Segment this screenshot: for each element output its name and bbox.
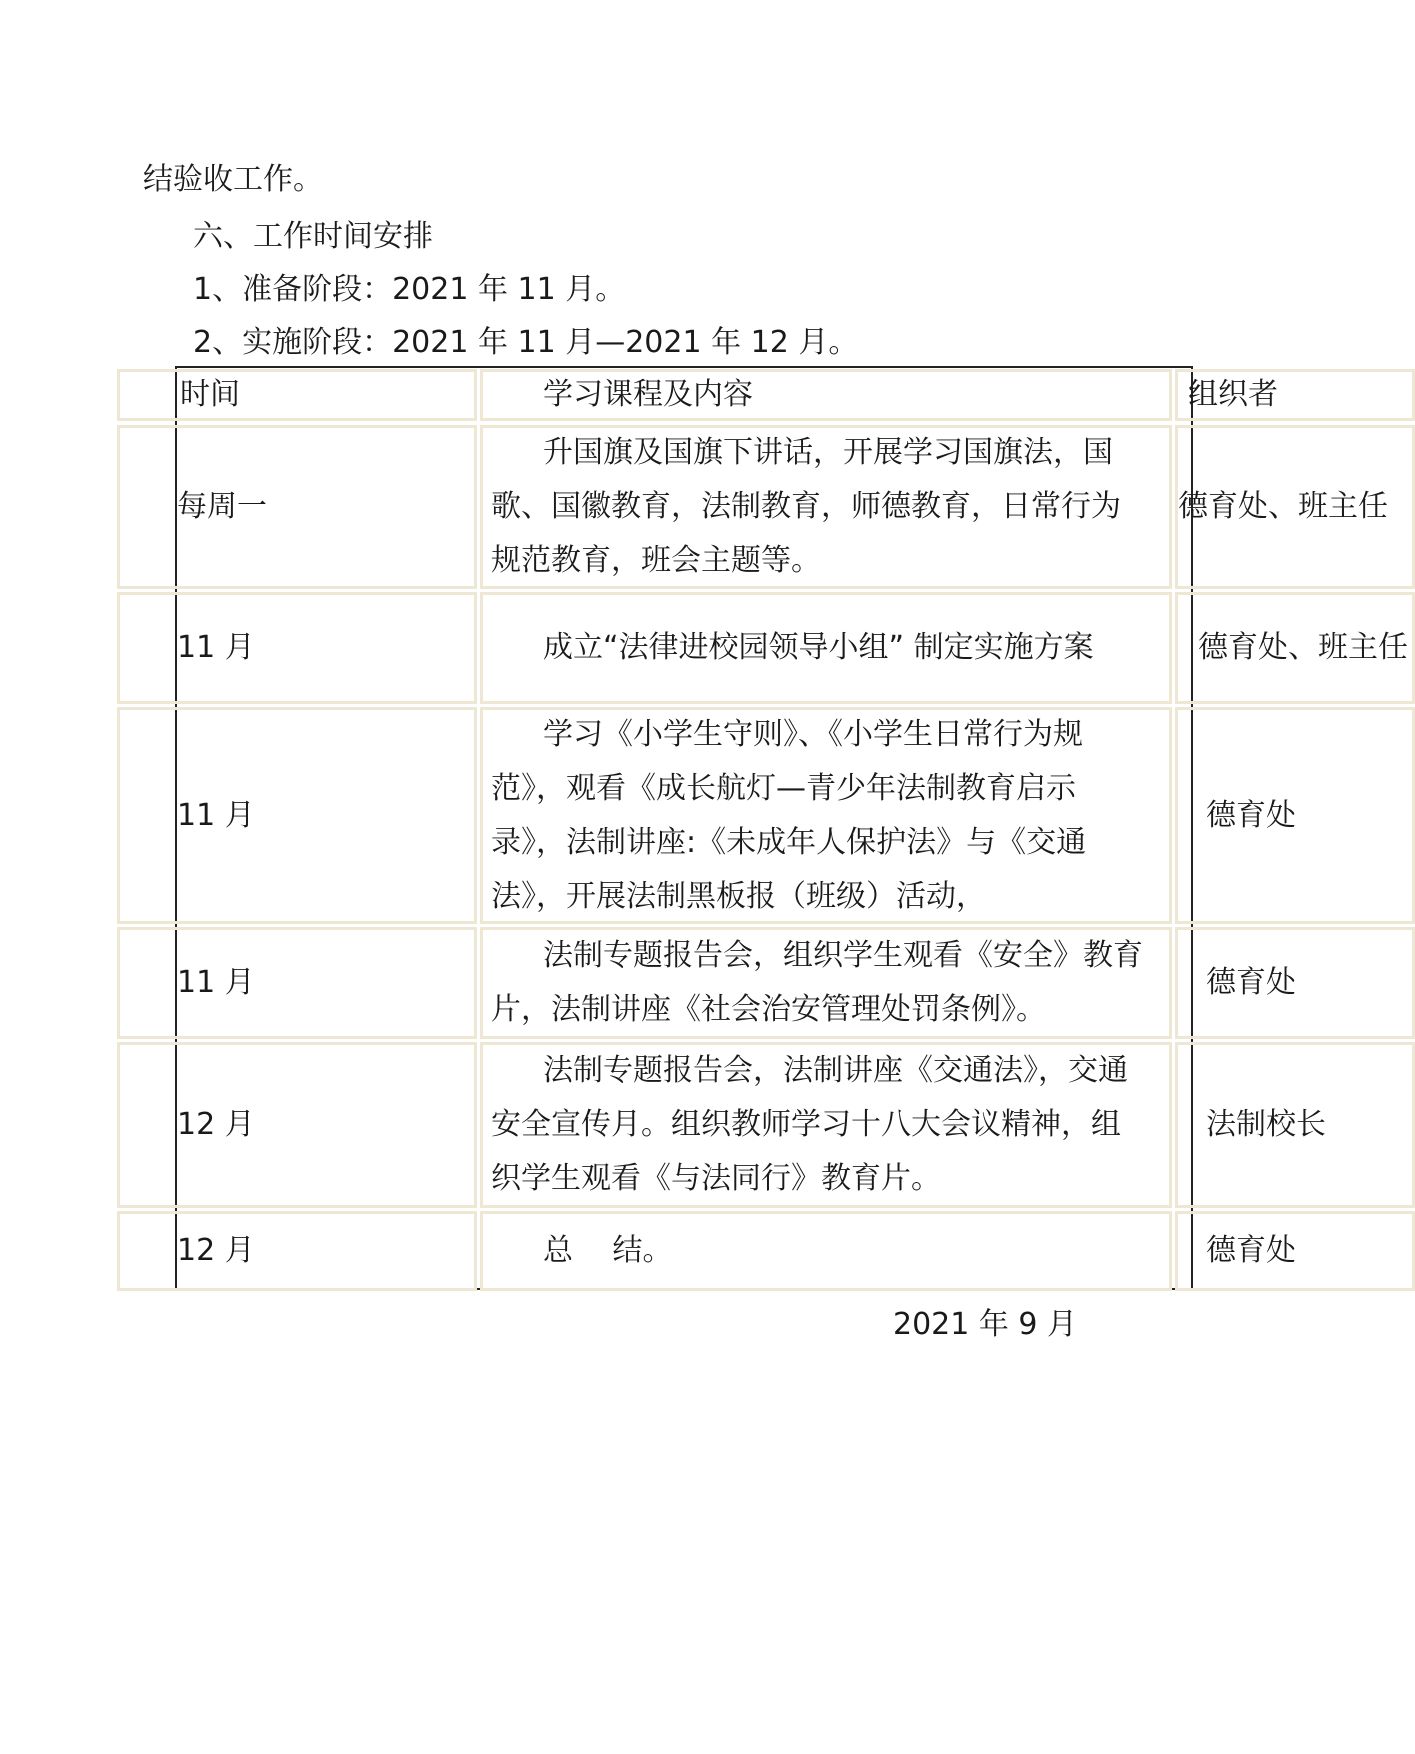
content-text: 成立“法律进校园领导小组” 制定实施方案 (543, 630, 1094, 665)
organizer-text: 德育处 (1206, 965, 1296, 1000)
section-heading: 六、工作时间安排 (193, 219, 433, 254)
content-text: 法制专题报告会，法制讲座《交通法》，交通安全宣传月。组织教师学习十八大会议精神，组织学生观看《与法同行》教育片。 (491, 1053, 1128, 1196)
table-row-content (480, 425, 1172, 589)
organizer-text: 德育处、班主任 (1178, 489, 1388, 524)
table-row-organizer (1175, 425, 1415, 589)
table-row-content (480, 1211, 1172, 1291)
content-text: 学习《小学生守则》、《小学生日常行为规范》，观看《成长航灯—青少年法制教育启示录》，法制讲座:《未成年人保护法》与《交通法》，开展法制黑板报（班级）活动， (491, 716, 1087, 914)
paragraph-line: 结验收工作。 (143, 162, 323, 197)
table-row-time (117, 707, 477, 924)
table-row-time (117, 1211, 477, 1291)
implementation-stage-line: 2、实施阶段：2021 年 11 月—2021 年 12 月。 (193, 325, 859, 360)
content-text: 总 结。 (543, 1233, 673, 1268)
organizer-text: 德育处、班主任 (1198, 630, 1408, 665)
table-row-time (117, 1042, 477, 1208)
header-organizer: 组织者 (1188, 377, 1278, 412)
time-text: 12 月 (177, 1107, 255, 1142)
organizer-text: 德育处 (1206, 1233, 1296, 1268)
time-text: 每周一 (177, 489, 267, 524)
table-row-organizer (1175, 1042, 1415, 1208)
time-text: 11 月 (177, 965, 255, 1000)
header-content: 学习课程及内容 (543, 377, 753, 412)
table-row-time (117, 927, 477, 1039)
table-row-time (117, 425, 477, 589)
time-text: 12 月 (177, 1233, 255, 1268)
organizer-text: 德育处 (1206, 797, 1296, 833)
table-row-content (480, 1042, 1172, 1208)
content-text: 升国旗及国旗下讲话，开展学习国旗法，国歌、国徽教育，法制教育，师德教育，日常行为规范教育，班会主题等。 (491, 435, 1121, 578)
table-row-organizer (1175, 1211, 1415, 1291)
schedule-table (175, 366, 1408, 1290)
organizer-text: 法制校长 (1206, 1107, 1326, 1142)
time-text: 11 月 (177, 630, 255, 665)
table-row-organizer (1175, 592, 1415, 704)
table-row-content (480, 707, 1172, 924)
table-row-content (480, 927, 1172, 1039)
table-row-time (117, 592, 477, 704)
header-time: 时间 (180, 377, 240, 412)
table-row-organizer (1175, 707, 1415, 924)
document-date: 2021 年 9 月 (893, 1307, 1078, 1342)
header-time-cell (117, 369, 477, 421)
content-text: 法制专题报告会，组织学生观看《安全》教育片，法制讲座《社会治安管理处罚条例》。 (491, 938, 1143, 1027)
table-row-content (480, 592, 1172, 704)
time-text: 11 月 (177, 797, 255, 833)
table-row-organizer (1175, 927, 1415, 1039)
header-organizer-cell (1175, 369, 1415, 421)
prep-stage-line: 1、准备阶段：2021 年 11 月。 (193, 272, 626, 307)
header-content-cell (480, 369, 1172, 421)
